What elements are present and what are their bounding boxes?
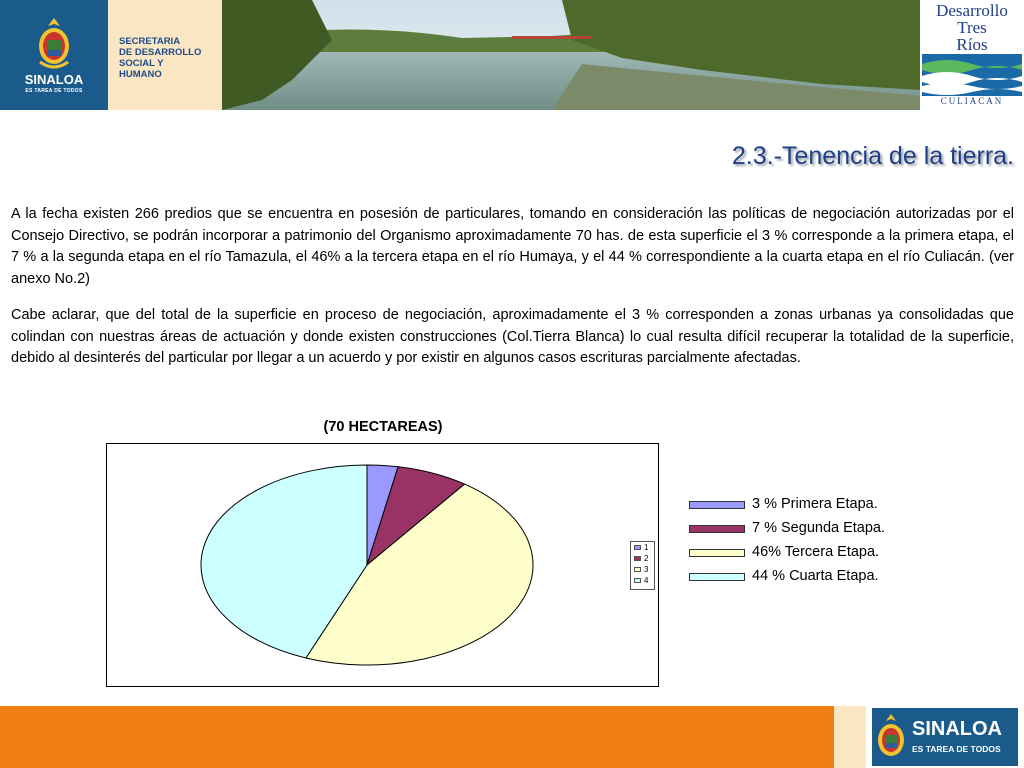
coat-of-arms-icon [36, 16, 72, 70]
inner-legend-swatch-4 [634, 578, 641, 583]
legend-swatch-2 [689, 525, 745, 533]
project-logo-line-3: Ríos [956, 35, 988, 54]
page-title: 2.3.-Tenencia de la tierra. [731, 142, 1014, 170]
inner-legend-swatch-1 [634, 545, 641, 550]
legend-label-1: 3 % Primera Etapa. [752, 496, 878, 512]
legend-swatch-3 [689, 549, 745, 557]
legend-item [689, 518, 989, 538]
chart-inner-legend [630, 541, 655, 590]
legend-label-4: 44 % Cuarta Etapa. [752, 568, 879, 584]
footer-coat-of-arms-icon [876, 713, 906, 761]
river-photo [222, 0, 920, 110]
pie-chart [106, 443, 659, 687]
legend-item [689, 566, 989, 586]
footer-bar [0, 706, 834, 768]
legend-swatch-1 [689, 501, 745, 509]
legend-item [689, 542, 989, 562]
footer-accent [834, 706, 866, 768]
project-city: CULIACAN [940, 96, 1004, 106]
paragraph-2: Cabe aclarar, que del total de la superficie en proceso de negociación, aproximadamente el 3 % corresponden a zonas urbanas ya consolidadas que colindan con nuestras áreas de actuación y donde existen construcciones (Col.Tierra Blanca) lo cual resulta difícil recuperar la totalidad de la superficie, debido al desinterés del particular por llegar a un acuerdo y por existir en algunos casos escrituras parcialmente afectadas. [11, 307, 1014, 366]
inner-legend-swatch-2 [634, 556, 641, 561]
header-state-name: SINALOA [24, 72, 84, 87]
legend-swatch-4 [689, 573, 745, 581]
legend-label-3: 46% Tercera Etapa. [752, 544, 880, 560]
inner-legend-label-3: 3 [644, 565, 649, 574]
inner-legend-swatch-3 [634, 567, 641, 572]
project-logo-line-1: Desarrollo [936, 1, 1008, 20]
secretariat-line-2: DE DESARROLLO [119, 47, 202, 58]
legend-item [689, 494, 989, 514]
desarrollo-tres-rios-logo [920, 0, 1024, 110]
secretariat-line-1: SECRETARIA [119, 36, 181, 47]
chart-title: (70 HECTAREAS) [323, 419, 443, 435]
secretariat-label [119, 36, 219, 80]
inner-legend-label-2: 2 [644, 554, 649, 563]
waves-icon [922, 54, 1022, 96]
secretariat-line-4: HUMANO [119, 69, 162, 80]
secretariat-line-3: SOCIAL Y [119, 58, 164, 69]
paragraph-1: A la fecha existen 266 predios que se encuentra en posesión de particulares, tomando en consideración las políticas de negociación autorizadas por el Consejo Directivo, se podrán incorporar a patrimonio del Organismo aproximadamente 70 has. de esta superficie el 3 % corresponde a la primera etapa, el 7 % a la segunda etapa en el río Tamazula, el 46% a la tercera etapa en el río Humaya, y el 44 % correspondiente a la cuarta etapa en el río Culiacán. (ver anexo No.2) [11, 206, 1014, 287]
inner-legend-label-4: 4 [644, 576, 649, 585]
footer-state-name: SINALOA [912, 718, 1002, 740]
project-logo-line-2: Tres [957, 18, 987, 37]
inner-legend-label-1: 1 [644, 543, 649, 552]
footer-state-tagline: ES TAREA DE TODOS [912, 744, 1001, 754]
header-state-tagline: ES TAREA DE TODOS [25, 88, 83, 94]
legend-label-2: 7 % Segunda Etapa. [752, 520, 886, 536]
